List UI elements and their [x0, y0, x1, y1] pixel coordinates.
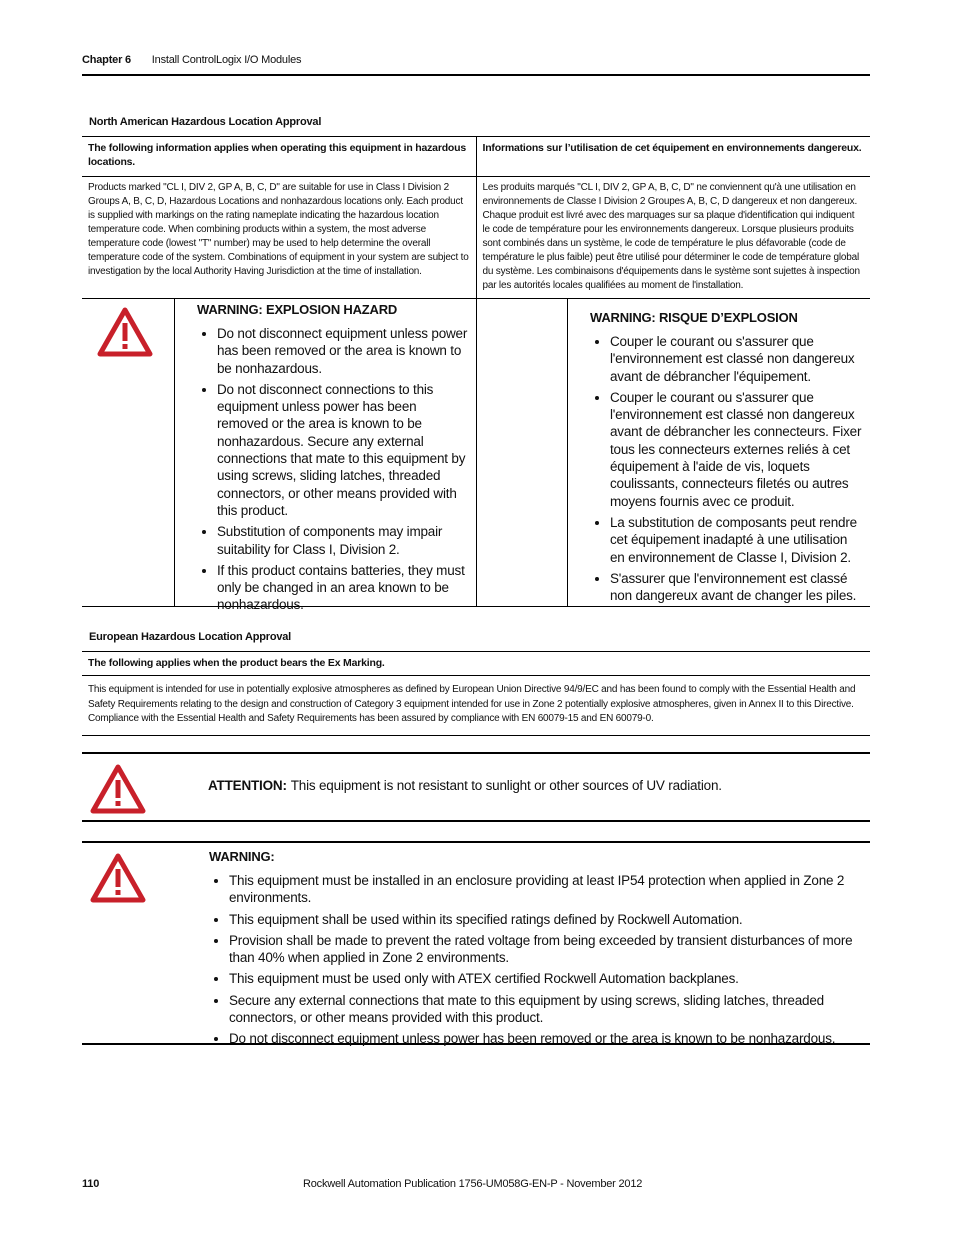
na-header-en: The following information applies when operating this equipment in hazardous locations.: [88, 142, 466, 168]
list-item: • This equipment must be used only with ATEX certified Rockwell Automation backplanes.: [229, 970, 870, 987]
list-item: • Do not disconnect equipment unless power has been removed or the area is known to be nonhazardous.: [229, 1030, 870, 1047]
na-header-fr: Informations sur l’utilisation de cet équipement en environnements dangereux.: [476, 137, 871, 176]
warning-triangle-icon: [90, 853, 146, 903]
header-rule: [82, 74, 870, 76]
warning-box: [82, 841, 870, 1045]
list-item: • Substitution of components may impair suitability for Class I, Division 2.: [217, 523, 468, 558]
divider: [82, 735, 870, 736]
warning-icon-cell-en: [82, 299, 174, 606]
warning-icon-cell-fr: [476, 299, 567, 606]
warning-list: [209, 872, 870, 1048]
page-number: 110: [82, 1178, 100, 1190]
list-item: • Secure any external connections that mate to this equipment by using screws, sliding latches, threaded connectors, or other means provided with this product.: [229, 992, 870, 1027]
chapter-label: Chapter 6: [82, 54, 131, 66]
attention-message: [208, 778, 722, 793]
page-header: [82, 54, 301, 66]
list-item: • La substitution de composants peut rendre cet équipement inadapté à une utilisation en environnement de Classe I, Division 2.: [610, 514, 864, 566]
warning-list-en: [197, 325, 468, 614]
warning-title-fr: WARNING: RISQUE D’EXPLOSION: [590, 310, 798, 325]
list-item: • Do not disconnect equipment unless power has been removed or the area is known to be nonhazardous.: [217, 325, 468, 377]
warning-content: [209, 849, 870, 1052]
warning-list-fr: [590, 333, 864, 604]
attention-box: [82, 752, 870, 822]
na-body-en: Products marked "CL I, DIV 2, GP A, B, C, D" are suitable for use in Class I Division 2 Groups A, B, C, D, Hazardous Locations and nonhazardous locations only. Each product is supplied with markings on the rating nameplate indicating the hazardous location temperature code. When combining products within a system, the most adverse temperature code (lowest "T" number) may be used to help determine the overall temperature code of the system. Combinations of equipment in your system are subject to investigation by the local Authority Having Jurisdiction at the time of installation.: [82, 177, 476, 299]
attention-label: ATTENTION:: [208, 778, 287, 793]
list-item: • Do not disconnect connections to this equipment unless power has been removed or the area is known to be nonhazardous. Secure any external connections that mate to this equipment by using screws, sliding latches, threaded connectors, or other means provided with this product.: [217, 381, 468, 519]
eu-body: [82, 676, 870, 735]
attention-text: This equipment is not resistant to sunlight or other sources of UV radiation.: [290, 778, 722, 793]
na-table-header-row: [82, 136, 870, 177]
na-body-fr: Les produits marqués "CL I, DIV 2, GP A, B, C, D" ne conviennent qu'à une utilisation en environnements de Classe I Division 2 Groupes A, B, C, D dangereux et non dangereux. Chaque produit est livré avec des marquages sur sa plaque d'identification qui indiquent le code de température pour les environnements dangereux. Lorsque plusieurs produits sont combinés dans un système, le code de température le plus défavorable (code de température le plus faible) peut être utilisé pour déterminer le code de température global du système. Les combinaisons d'équipements dans le système sont sujettes à inspection par les autorités locales qualifiées au moment de l'installation.: [476, 177, 871, 299]
list-item: • S'assurer que l'environnement est classé non dangereux avant de changer les piles.: [610, 570, 864, 605]
warning-title: WARNING:: [209, 849, 275, 864]
warning-text-cell-fr: [567, 299, 870, 606]
list-item: • Provision shall be made to prevent the rated voltage from being exceeded by transient disturbances of more than 40% when applied in Zone 2 environments.: [229, 932, 870, 967]
eu-section-title: European Hazardous Location Approval: [89, 631, 292, 643]
warning-title-en: WARNING: EXPLOSION HAZARD: [197, 302, 398, 317]
warning-text-cell-en: [174, 299, 476, 613]
explosion-warning-table: [82, 299, 870, 613]
eu-paragraph-1: This equipment is intended for use in potentially explosive atmospheres as defined by European Union Directive 94/9/EC and has been found to comply with the Essential Health and Safety Requirements relating to the design and construction of Category 3 equipment intended for use in Zone 2 potentially explosive atmospheres, given in Annex II to this Directive.: [88, 684, 856, 710]
na-section-title: North American Hazardous Location Approval: [89, 116, 322, 128]
list-item: • This equipment shall be used within its specified ratings defined by Rockwell Automation.: [229, 911, 870, 928]
publication-info: Rockwell Automation Publication 1756-UM058G-EN-P - November 2012: [303, 1178, 643, 1190]
list-item: • Couper le courant ou s'assurer que l'environnement est classé non dangereux avant de débrancher l'équipement.: [610, 333, 864, 385]
eu-approval-box: [82, 651, 870, 736]
list-item: • Couper le courant ou s'assurer que l'environnement est classé non dangereux avant de débrancher les connecteurs. Fixer tous les connecteurs externes reliés à cet équipement à l'aide de vis, loquets coulissants, connecteurs filetés ou autres moyens fournis avec ce produit.: [610, 389, 864, 510]
eu-subheader: The following applies when the product bears the Ex Marking.: [88, 657, 385, 669]
list-item: • This equipment must be installed in an enclosure providing at least IP54 protection when applied in Zone 2 environments.: [229, 872, 870, 907]
na-table-body-row: [82, 177, 870, 299]
chapter-title: Install ControlLogix I/O Modules: [151, 54, 302, 66]
list-item: • If this product contains batteries, they must only be changed in an area known to be nonhazardous.: [217, 562, 468, 614]
warning-triangle-icon: [97, 307, 153, 357]
eu-paragraph-2: Compliance with the Essential Health and Safety Requirements has been assured by compliance with EN 60079-15 and EN 60079-0.: [88, 713, 654, 724]
na-approval-table: [82, 136, 870, 299]
warning-triangle-icon: [90, 764, 146, 814]
